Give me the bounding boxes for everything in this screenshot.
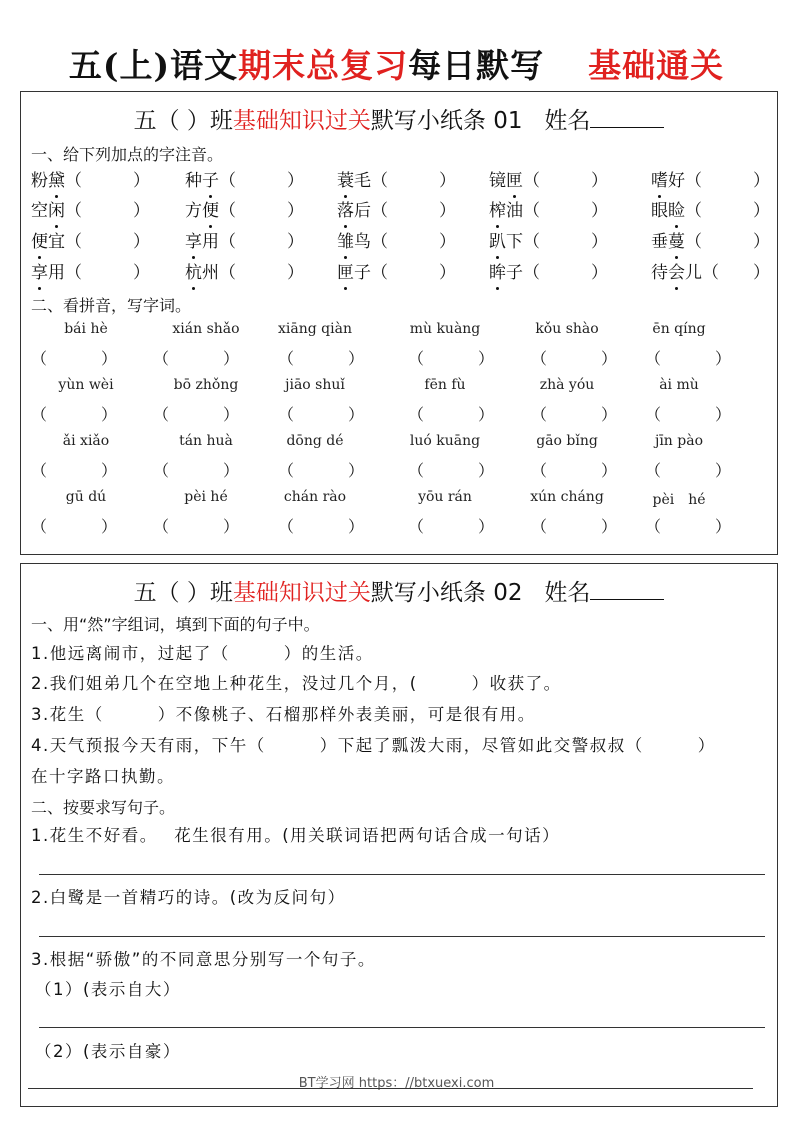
answer-row: （ ） （ ） （ ） （ ） （ ） （ ） xyxy=(31,405,732,424)
vocab-item[interactable]: 便宜（ ） xyxy=(31,232,150,252)
pinyin-label: kǒu shào xyxy=(535,321,599,337)
answer-line[interactable] xyxy=(39,1027,765,1028)
dotted-character: 匣 xyxy=(337,263,354,283)
pinyin-label: mù kuàng xyxy=(409,321,481,337)
dotted-character: 便 xyxy=(31,232,48,252)
dotted-character: 嗜 xyxy=(651,171,668,191)
pinyin-label: zhà yóu xyxy=(539,377,595,393)
question-3: 3.根据“骄傲”的不同意思分别写一个句子。 xyxy=(31,950,376,969)
pinyin-label: tán huà xyxy=(179,433,233,449)
section-heading: 二、看拼音，写字词。 xyxy=(31,296,192,315)
pinyin-label: gū dú xyxy=(65,489,107,505)
vocab-row xyxy=(31,166,777,192)
vocab-item[interactable]: 享用（ ） xyxy=(31,263,150,283)
dotted-character: 趴 xyxy=(489,232,506,252)
dotted-character: 子 xyxy=(202,171,219,191)
answer-row: （ ） （ ） （ ） （ ） （ ） （ ） xyxy=(31,461,732,480)
dotted-character: 匣 xyxy=(506,171,523,191)
sentence-3: 3.花生（ ）不像桃子、石榴那样外表美丽，可是很有用。 xyxy=(31,705,536,724)
question-3-part-2: （2）(表示自豪） xyxy=(35,1042,181,1061)
title-part-daily: 每日默写 xyxy=(408,46,545,85)
dotted-character: 闲 xyxy=(48,201,65,221)
vocab-item[interactable]: 雏鸟（ ） xyxy=(337,232,456,252)
pinyin-label: gāo bǐng xyxy=(536,433,598,449)
vocab-item[interactable]: 待会儿（ ） xyxy=(651,263,770,283)
footer-watermark: BT学习网 https：//btxuexi.com xyxy=(298,1076,495,1091)
vocab-row xyxy=(31,258,777,284)
pinyin-label: xián shǎo xyxy=(172,321,240,337)
dotted-character: 杭 xyxy=(185,263,202,283)
dotted-character: 享 xyxy=(185,232,202,252)
name-blank[interactable] xyxy=(590,579,664,600)
vocab-item[interactable]: 种子（ ） xyxy=(185,171,304,191)
pinyin-label: chán rào xyxy=(283,489,347,505)
vocab-row xyxy=(31,227,777,253)
vocab-item[interactable]: 享用（ ） xyxy=(185,232,304,252)
pinyin-row xyxy=(31,489,777,509)
question-1: 1.花生不好看。 花生很有用。(用关联词语把两句话合成一句话） xyxy=(31,826,561,845)
pinyin-label: ǎi xiǎo xyxy=(62,433,110,449)
dotted-character: 黛 xyxy=(48,171,65,191)
dotted-character: 蓑 xyxy=(337,171,354,191)
answer-line[interactable] xyxy=(39,874,765,875)
dotted-character: 眸 xyxy=(489,263,506,283)
vocab-item[interactable]: 杭州（ ） xyxy=(185,263,304,283)
pinyin-label: bái hè xyxy=(64,321,108,337)
vocab-item[interactable]: 蓑毛（ ） xyxy=(337,171,456,191)
answer-row: （ ） （ ） （ ） （ ） （ ） （ ） xyxy=(31,517,732,536)
title-part-review: 期末总复习 xyxy=(238,46,409,85)
pinyin-label: dōng dé xyxy=(286,433,344,449)
answer-line[interactable] xyxy=(28,1088,753,1089)
question-2: 2.白鹭是一首精巧的诗。(改为反问句） xyxy=(31,888,346,907)
worksheet-card-02 xyxy=(20,563,778,1107)
vocab-item[interactable]: 眸子（ ） xyxy=(489,263,608,283)
vocab-item[interactable]: 空闲（ ） xyxy=(31,201,150,221)
pinyin-row xyxy=(31,377,777,397)
pinyin-label: yùn wèi xyxy=(58,377,114,393)
vocab-item[interactable]: 嗜好（ ） xyxy=(651,171,770,191)
pinyin-label: fēn fù xyxy=(424,377,466,393)
vocab-item[interactable]: 趴下（ ） xyxy=(489,232,608,252)
dotted-character: 落 xyxy=(337,201,354,221)
pinyin-label: ēn qíng xyxy=(652,321,706,337)
dotted-character: 便 xyxy=(202,201,219,221)
pinyin-label: luó kuāng xyxy=(409,433,481,449)
vocab-item[interactable]: 落后（ ） xyxy=(337,201,456,221)
vocab-item[interactable]: 榨油（ ） xyxy=(489,201,608,221)
vocab-item[interactable]: 方便（ ） xyxy=(185,201,304,221)
pinyin-row xyxy=(31,321,777,341)
vocab-item[interactable]: 粉黛（ ） xyxy=(31,171,150,191)
pinyin-label: yōu rán xyxy=(418,489,472,505)
vocab-item[interactable]: 眼睑（ ） xyxy=(651,201,770,221)
sentence-4: 4.天气预报今天有雨，下午（ ）下起了瓢泼大雨，尽管如此交警叔叔（ ） xyxy=(31,736,716,755)
pinyin-label: xún cháng xyxy=(530,489,604,505)
sentence-1: 1.他远离闹市，过起了（ ）的生活。 xyxy=(31,644,374,663)
vocab-row xyxy=(31,196,777,222)
dotted-character: 榨 xyxy=(489,201,506,221)
vocab-item[interactable]: 镜匣（ ） xyxy=(489,171,608,191)
card-header: 五（ ）班基础知识过关默写小纸条 02 姓名 xyxy=(21,574,777,607)
worksheet-card-01 xyxy=(20,91,778,555)
answer-line[interactable] xyxy=(39,936,765,937)
question-3-part-1: （1）(表示自大） xyxy=(35,980,181,999)
pinyin-label: jiāo shuǐ xyxy=(285,377,345,393)
page-title xyxy=(0,40,793,94)
pinyin-label: ài mù xyxy=(659,377,699,393)
pinyin-label: pèi hé xyxy=(184,489,228,505)
vocab-item[interactable]: 匣子（ ） xyxy=(337,263,456,283)
dotted-character: 雏 xyxy=(337,232,354,252)
section-heading: 二、按要求写句子。 xyxy=(31,798,176,817)
dotted-character: 睑 xyxy=(668,201,685,221)
dotted-character: 享 xyxy=(31,263,48,283)
title-part-basic: 基础通关 xyxy=(588,46,725,85)
pinyin-row xyxy=(31,433,777,453)
vocab-item[interactable]: 垂蔓（ ） xyxy=(651,232,770,252)
dotted-character: 会 xyxy=(668,263,685,283)
pinyin-label: jīn pào xyxy=(654,433,704,449)
pinyin-label: xiāng qiàn xyxy=(278,321,352,337)
answer-row: （ ） （ ） （ ） （ ） （ ） （ ） xyxy=(31,349,732,368)
pinyin-label: bō zhǒng xyxy=(173,377,239,393)
card-header: 五（ ）班基础知识过关默写小纸条 01 姓名 xyxy=(21,102,777,135)
section-heading: 一、给下列加点的字注音。 xyxy=(31,145,224,164)
sentence-4-cont: 在十字路口执勤。 xyxy=(31,767,175,786)
pinyin-label: pèi hé xyxy=(652,492,706,508)
dotted-character: 蔓 xyxy=(668,232,685,252)
name-blank[interactable] xyxy=(590,107,664,128)
title-part-grade: 五(上)语文 xyxy=(68,46,239,85)
section-heading: 一、用“然”字组词，填到下面的句子中。 xyxy=(31,615,320,634)
sentence-2: 2.我们姐弟几个在空地上种花生，没过几个月，( ）收获了。 xyxy=(31,674,562,693)
